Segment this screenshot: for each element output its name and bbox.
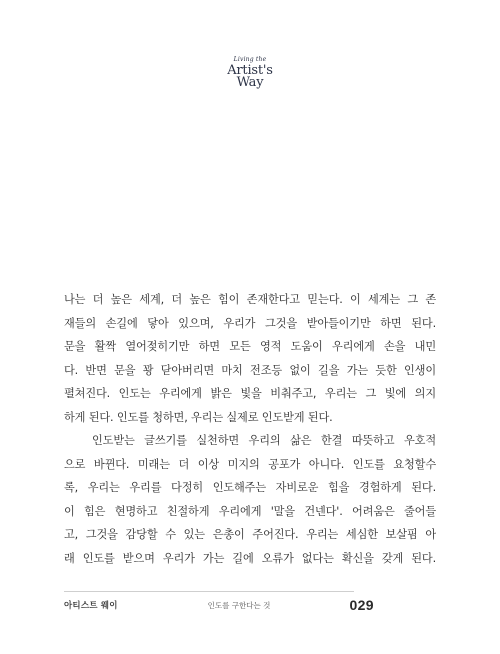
text-line: 나는 더 높은 세계, 더 높은 힘이 존재한다고 믿는다. 이 세계는 그 존 [64,293,436,306]
logo-title-line-1: Artist's [227,63,273,78]
text-line: 문을 활짝 열어젖히기만 하면 모든 영적 도움이 우리에게 손을 내민 [64,340,436,353]
text-line: 재들의 손길에 닿아 있으며, 우리가 그것을 받아들이기만 하면 된다. [64,316,436,330]
logo-subtitle: Living the [233,56,267,63]
text-line: 고, 그것을 감당할 수 있는 은총이 주어진다. 우리는 세심한 보살핌 아 [64,528,436,541]
text-line: 다. 반면 문을 꽝 닫아버리면 마치 전조등 없이 길을 가는 듯한 인생이 [64,363,436,377]
text-line: 인도받는 글쓰기를 실천하면 우리의 삶은 한결 따뜻하고 우호적 [92,434,436,447]
text-line: 으로 바뀐다. 미래는 더 이상 미지의 공포가 아니다. 인도를 요청할수 [64,457,436,471]
text-line: 하게 된다. 인도를 청하면, 우리는 실제로 인도받게 된다. [64,410,333,424]
text-line: 록, 우리는 우리를 다정히 인도해주는 자비로운 힘을 경험하게 된다. [64,481,436,494]
paragraph-2 [64,429,436,570]
book-logo [0,56,500,89]
page-number: 029 [349,597,374,613]
text-line: 펼쳐진다. 인도는 우리에게 밝은 빛을 비춰주고, 우리는 그 빛에 의지 [64,387,436,400]
paragraph-1 [64,288,436,429]
text-line: 래 인도를 받으며 우리가 가는 길에 오류가 없다는 확신을 갖게 된다. [64,551,436,565]
logo-title-line-2: Way [236,75,264,90]
footer-divider [64,591,354,592]
text-line: 이 힘은 현명하고 친절하게 우리에게 '말을 건넨다'. 어려움은 줄어들 [64,504,436,518]
footer-book-title: 아티스트 웨이 [64,601,118,611]
page-body [64,288,436,570]
footer-chapter-title: 인도를 구한다는 것 [207,601,271,610]
